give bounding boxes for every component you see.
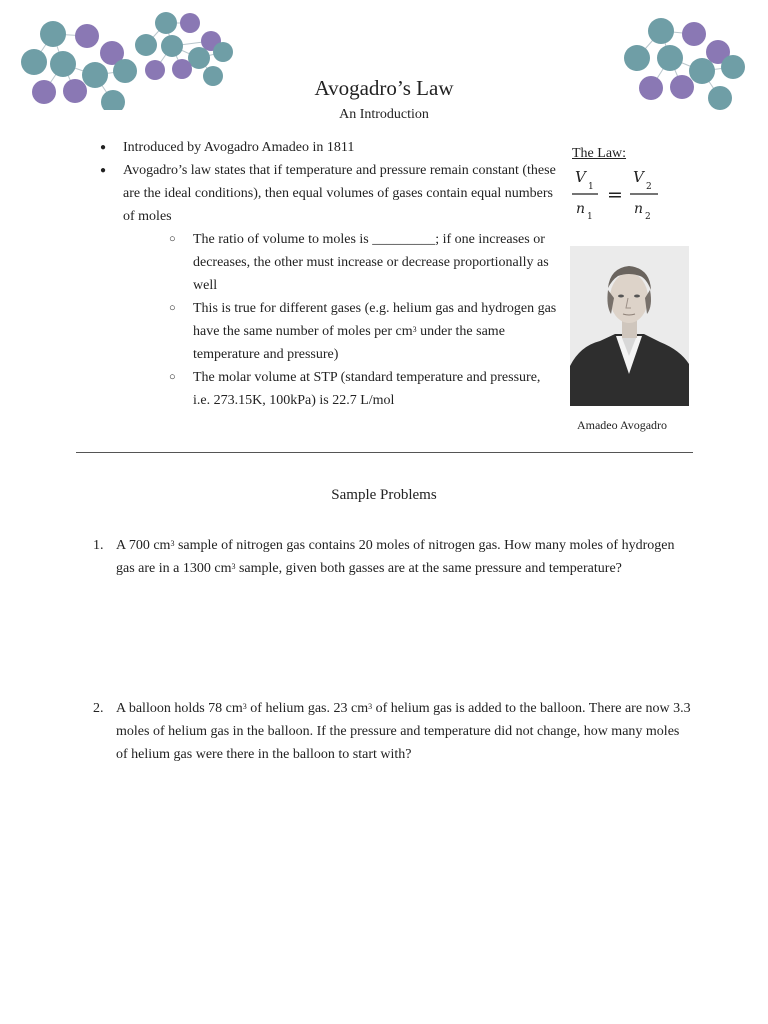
intro-bullet-text: Avogadro’s law states that if temperature and pressure remain constant (these are the ideal conditions), then equal volumes of gases contain equal numbers of moles [123, 163, 556, 224]
superscript: 3 [242, 702, 247, 711]
law-v2: V [633, 168, 644, 186]
problem-text-part: A 700 cm [116, 538, 171, 553]
problem-text [116, 697, 693, 766]
problem-text-part: sample of nitrogen gas contains 20 moles of nitrogen gas. How many moles of hydrogen gas are in a 1300 cm [116, 538, 675, 576]
intro-section [98, 136, 560, 412]
problem-text-part: sample, given both gasses are at the same pressure and temperature? [235, 561, 622, 576]
avogadro-portrait [570, 246, 689, 406]
law-v2-subscript: 2 [646, 182, 652, 192]
law-equation [570, 164, 670, 224]
law-label: The Law: [572, 146, 627, 161]
intro-bullet: ● Introduced by Avogadro Amadeo in 1811 [98, 136, 560, 159]
law-n2-subscript: 2 [645, 212, 651, 222]
intro-sub-bullet: ○ The molar volume at STP (standard temperature and pressure, i.e. 273.15K, 100kPa) is 22.7 L/mol [123, 366, 560, 412]
sub-bullet-text: This is true for different gases (e.g. helium gas and hydrogen gas have the same number of moles per cm [193, 301, 557, 339]
law-equals: = [607, 184, 623, 206]
portrait-caption: Amadeo Avogadro [576, 418, 668, 432]
problem-text-part: of helium gas. 23 cm [246, 701, 369, 716]
law-n1-subscript: 1 [587, 212, 593, 222]
superscript: 3 [170, 539, 175, 548]
problem-number: 1. [93, 538, 104, 553]
intro-sub-bullet-list [123, 228, 560, 412]
portrait-illustration [570, 246, 689, 406]
law-n1: n [576, 201, 586, 217]
intro-bullet-list [98, 136, 560, 412]
page-title: Avogadro’s Law [314, 76, 454, 100]
section-divider [76, 452, 693, 453]
law-v1-subscript: 1 [588, 182, 594, 192]
law-n2: n [634, 201, 644, 217]
superscript: 3 [412, 325, 417, 334]
problem-item [93, 534, 693, 580]
problem-item [93, 697, 693, 766]
superscript: 3 [368, 702, 373, 711]
sub-bullet-text: under the same temperature and pressure) [193, 324, 505, 362]
intro-sub-bullet: ○ The ratio of volume to moles is _________; if one increases or decreases, the other must increase or decrease proportionally as well [123, 228, 560, 297]
intro-sub-bullet [123, 297, 560, 366]
law-equation-graphic [570, 164, 670, 224]
sample-problems-title: Sample Problems [331, 487, 437, 503]
superscript: 3 [231, 562, 236, 571]
intro-bullet [98, 159, 560, 412]
law-v1: V [575, 168, 586, 186]
page-subtitle: An Introduction [339, 107, 429, 122]
problem-text-part: A balloon holds 78 cm [116, 701, 243, 716]
problem-number: 2. [93, 701, 104, 716]
problem-text-part: of helium gas is added to the balloon. There are now 3.3 moles of helium gas in the balloon. If the pressure and temperature did not change, how many moles of helium gas were there in the balloon to start with? [116, 701, 691, 762]
problem-text [116, 534, 693, 580]
